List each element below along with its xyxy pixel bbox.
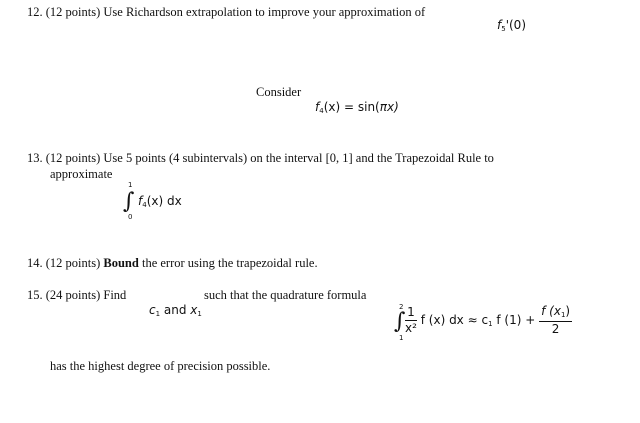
- q13-line2: approximate: [50, 167, 113, 181]
- q15-unknowns: $c_1$ and $x_1$: [149, 303, 202, 318]
- q12-derivative-expression: $f_5'(0)$: [497, 18, 526, 33]
- q15-second-term-fraction: $\frac{f (x_1)}{2}$: [541, 304, 571, 336]
- q15-integral-sign: ∫: [394, 309, 406, 334]
- q12-text: 12. (12 points) Use Richardson extrapolation to improve your approximation of: [27, 5, 426, 19]
- q15-integral-upper-limit: 2: [399, 303, 404, 311]
- q15-integral-lower-limit: 1: [399, 334, 404, 342]
- q15-closing-text: has the highest degree of precision possible.: [50, 359, 271, 373]
- q15-weight-fraction: $\frac{1}{\text{x²}}$: [405, 304, 417, 335]
- q13-integral-lower-limit: 0: [128, 213, 133, 221]
- q14-text: 14. (12 points) Bound the error using the trapezoidal rule.: [27, 256, 318, 270]
- q12-function-definition: $f_4(x) = \sin(\pi x)$: [315, 100, 399, 115]
- q13-line1: 13. (12 points) Use 5 points (4 subintervals) on the interval [0, 1] and the Trapezoidal Rule to: [27, 151, 494, 165]
- q13-integrand: $f_4(x)$ dx: [138, 194, 182, 209]
- q15-mid-text: such that the quadrature formula: [204, 288, 367, 302]
- q13-integral-upper-limit: 1: [128, 181, 133, 189]
- q15-quadrature-formula: $\frac{1}{\text{x²}}$ f (x) dx ≈ $c_1$ f (1) + $\frac{f (x_1)}{2}$: [405, 304, 571, 336]
- q15-text: 15. (24 points) Find: [27, 288, 127, 302]
- q12-consider-label: Consider: [256, 85, 302, 99]
- q13-integral-sign: ∫: [123, 189, 135, 214]
